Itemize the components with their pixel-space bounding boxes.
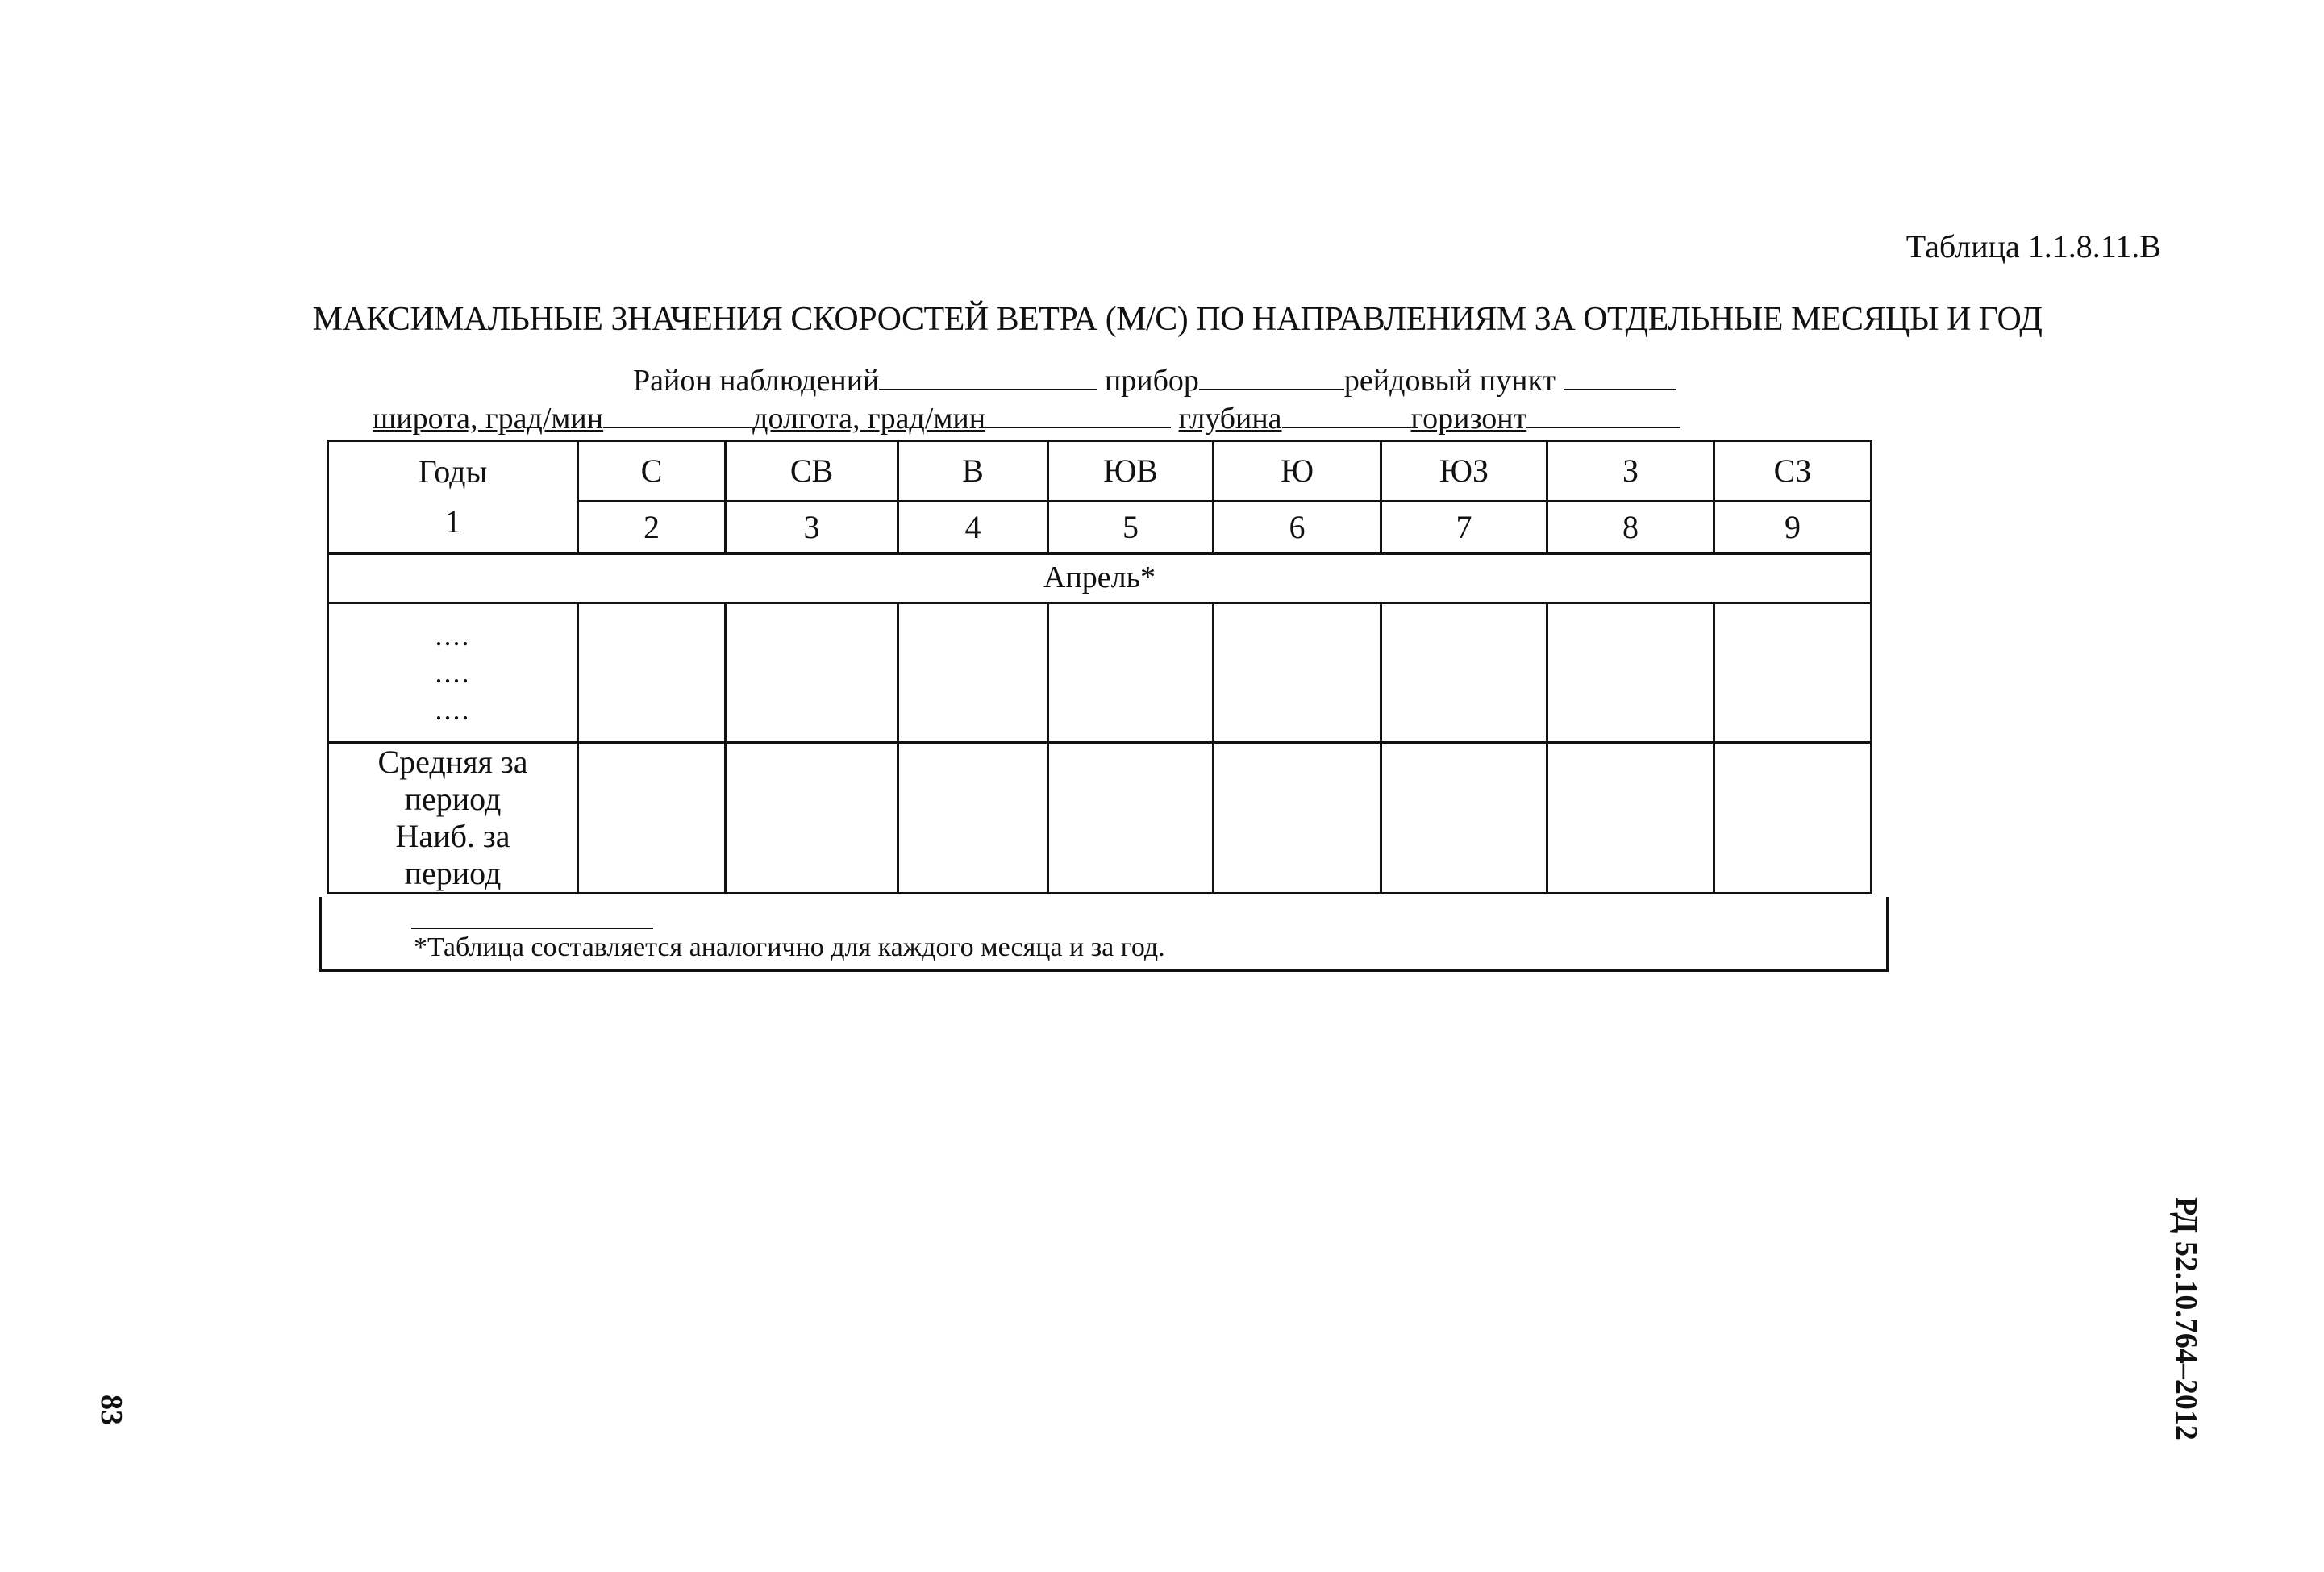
- empty-cell[interactable]: [1547, 603, 1714, 743]
- empty-cell[interactable]: [1547, 743, 1714, 894]
- instrument-field[interactable]: [1199, 365, 1344, 390]
- empty-cell[interactable]: [1381, 603, 1547, 743]
- ellipsis: ....: [435, 694, 471, 726]
- empty-cell[interactable]: [578, 603, 726, 743]
- empty-cell[interactable]: [1048, 603, 1214, 743]
- column-number: 8: [1547, 502, 1714, 554]
- column-number: 6: [1214, 502, 1381, 554]
- table-row: [328, 603, 1872, 743]
- column-number: 7: [1381, 502, 1547, 554]
- footnote: *Таблица составляется аналогично для каждого месяца и за год.: [414, 932, 1165, 962]
- month-row: [328, 554, 1872, 603]
- summary-line: Наиб. за: [395, 818, 510, 854]
- instrument-label: прибор: [1104, 364, 1199, 398]
- form-line-location: [633, 363, 1676, 398]
- empty-cell[interactable]: [898, 603, 1048, 743]
- direction-header: СВ: [726, 441, 898, 502]
- wind-speed-table: [327, 440, 1872, 894]
- empty-cell[interactable]: [1214, 603, 1381, 743]
- page-number: [95, 1386, 127, 1434]
- empty-cell[interactable]: [726, 743, 898, 894]
- summary-label-cell: [328, 743, 578, 894]
- document-code: [2169, 1197, 2203, 1441]
- roadstead-point-label: рейдовый пункт: [1343, 364, 1556, 398]
- summary-line: период: [404, 781, 502, 817]
- column-number: 9: [1714, 502, 1872, 554]
- depth-field[interactable]: [1282, 402, 1411, 428]
- depth-label: глубина: [1178, 402, 1282, 436]
- direction-header: ЮВ: [1048, 441, 1214, 502]
- ellipsis: ....: [435, 619, 471, 652]
- latitude-field[interactable]: [603, 402, 752, 428]
- empty-cell[interactable]: [578, 743, 726, 894]
- direction-header: С: [578, 441, 726, 502]
- empty-cell[interactable]: [1048, 743, 1214, 894]
- footnote-separator: [411, 928, 653, 929]
- empty-cell[interactable]: [1714, 743, 1872, 894]
- empty-cell[interactable]: [726, 603, 898, 743]
- ellipsis: ....: [435, 657, 471, 689]
- table-row: [328, 743, 1872, 894]
- years-header-cell: [328, 441, 578, 554]
- direction-header: В: [898, 441, 1048, 502]
- month-label: Апрель*: [328, 554, 1872, 603]
- header-row: [328, 441, 1872, 502]
- column-number: 4: [898, 502, 1048, 554]
- column-number: 5: [1048, 502, 1214, 554]
- roadstead-point-field[interactable]: [1564, 365, 1676, 390]
- empty-cell[interactable]: [1214, 743, 1381, 894]
- table-number: Таблица 1.1.8.11.В: [1905, 228, 2161, 265]
- page-title: МАКСИМАЛЬНЫЕ ЗНАЧЕНИЯ СКОРОСТЕЙ ВЕТРА (М/С) ПО НАПРАВЛЕНИЯМ ЗА ОТДЕЛЬНЫЕ МЕСЯЦЫ И ГОД: [312, 301, 2043, 338]
- summary-line: Средняя за: [377, 744, 528, 780]
- direction-header: Ю: [1214, 441, 1381, 502]
- years-header: Годы: [418, 453, 488, 490]
- direction-header: ЮЗ: [1381, 441, 1547, 502]
- empty-cell[interactable]: [1381, 743, 1547, 894]
- years-column-number: 1: [444, 503, 461, 540]
- column-number: 3: [726, 502, 898, 554]
- horizon-label: горизонт: [1410, 402, 1527, 436]
- direction-header: СЗ: [1714, 441, 1872, 502]
- latitude-label: широта, град/мин: [373, 402, 604, 436]
- longitude-field[interactable]: [985, 402, 1171, 428]
- longitude-label: долгота, град/мин: [752, 402, 986, 436]
- page-number-text: 83: [94, 1395, 128, 1425]
- document-code-text: РД 52.10.764–2012: [2169, 1197, 2203, 1441]
- year-dots-cell: [328, 603, 578, 743]
- summary-line: период: [404, 855, 502, 891]
- form-line-coordinates: [373, 401, 1680, 436]
- empty-cell[interactable]: [1714, 603, 1872, 743]
- region-label: Район наблюдений: [633, 364, 880, 398]
- direction-header: З: [1547, 441, 1714, 502]
- empty-cell[interactable]: [898, 743, 1048, 894]
- column-number: 2: [578, 502, 726, 554]
- region-field[interactable]: [879, 365, 1097, 390]
- horizon-field[interactable]: [1526, 402, 1680, 428]
